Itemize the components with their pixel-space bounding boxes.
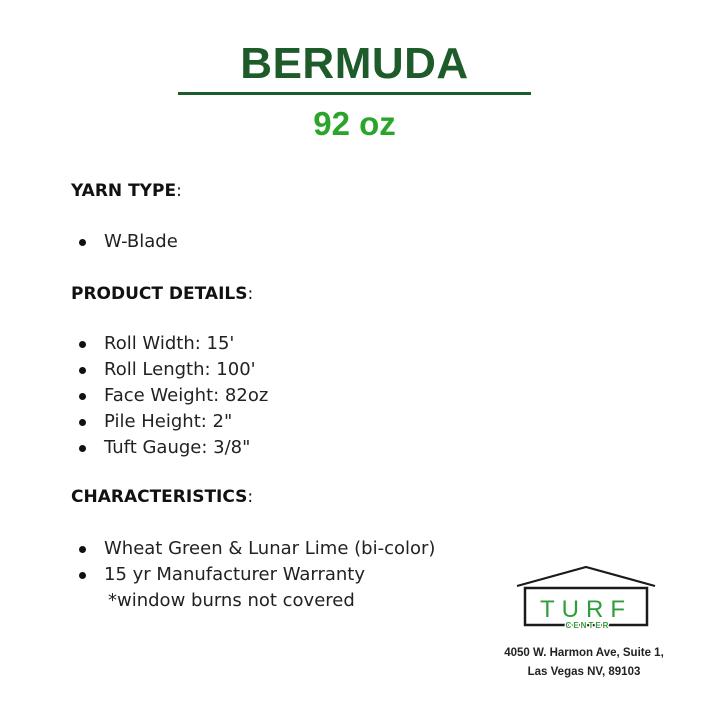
- title-underline: [178, 92, 531, 95]
- logo-roof-icon: [517, 567, 655, 586]
- list-item: [71, 357, 268, 383]
- bullet-icon: [79, 341, 86, 348]
- address-block: [488, 644, 680, 682]
- product-details-colon: :: [247, 284, 254, 304]
- list-item-text: 15 yr Manufacturer Warranty: [104, 564, 366, 585]
- list-item-text: Wheat Green & Lunar Lime (bi-color): [104, 538, 436, 559]
- product-details-list: [71, 331, 268, 461]
- list-item-text: Roll Width: 15': [104, 333, 235, 354]
- list-item-text: W-Blade: [104, 231, 178, 252]
- address-line-2: Las Vegas NV, 89103: [527, 666, 641, 678]
- product-details-heading: [71, 283, 253, 305]
- bullet-icon: [79, 572, 86, 579]
- characteristics-heading: [71, 486, 253, 508]
- list-item-text: Face Weight: 82oz: [104, 385, 269, 406]
- list-item: [71, 229, 178, 255]
- warranty-note: *window burns not covered: [108, 590, 355, 611]
- characteristics-colon: :: [247, 487, 254, 507]
- bullet-icon: [79, 445, 86, 452]
- characteristics-heading-text: CHARACTERISTICS: [71, 487, 248, 507]
- bullet-icon: [79, 419, 86, 426]
- yarn-type-heading-text: YARN TYPE: [71, 181, 177, 201]
- list-item: [71, 562, 435, 588]
- yarn-type-heading: [71, 180, 182, 202]
- list-item: [71, 435, 268, 461]
- bullet-icon: [79, 367, 86, 374]
- list-item: [71, 383, 268, 409]
- list-item: [71, 331, 268, 357]
- yarn-type-list: [71, 229, 178, 255]
- list-item-text: Pile Height: 2": [104, 411, 233, 432]
- product-details-heading-text: PRODUCT DETAILS: [71, 284, 248, 304]
- logo-sub: CENTER: [565, 621, 611, 630]
- bullet-icon: [79, 393, 86, 400]
- list-item-text: Roll Length: 100': [104, 359, 256, 380]
- characteristics-list: [71, 536, 435, 588]
- list-item: [71, 409, 268, 435]
- bullet-icon: [79, 546, 86, 553]
- bullet-icon: [79, 239, 86, 246]
- list-item-text: Tuft Gauge: 3/8": [104, 437, 251, 458]
- list-item: [71, 536, 435, 562]
- logo-word: TURF: [540, 596, 632, 623]
- product-weight: 92 oz: [313, 105, 396, 142]
- yarn-type-colon: :: [176, 181, 182, 201]
- address-line-1: 4050 W. Harmon Ave, Suite 1,: [504, 647, 664, 659]
- page-title: BERMUDA: [240, 39, 469, 88]
- turf-center-logo: [515, 564, 657, 636]
